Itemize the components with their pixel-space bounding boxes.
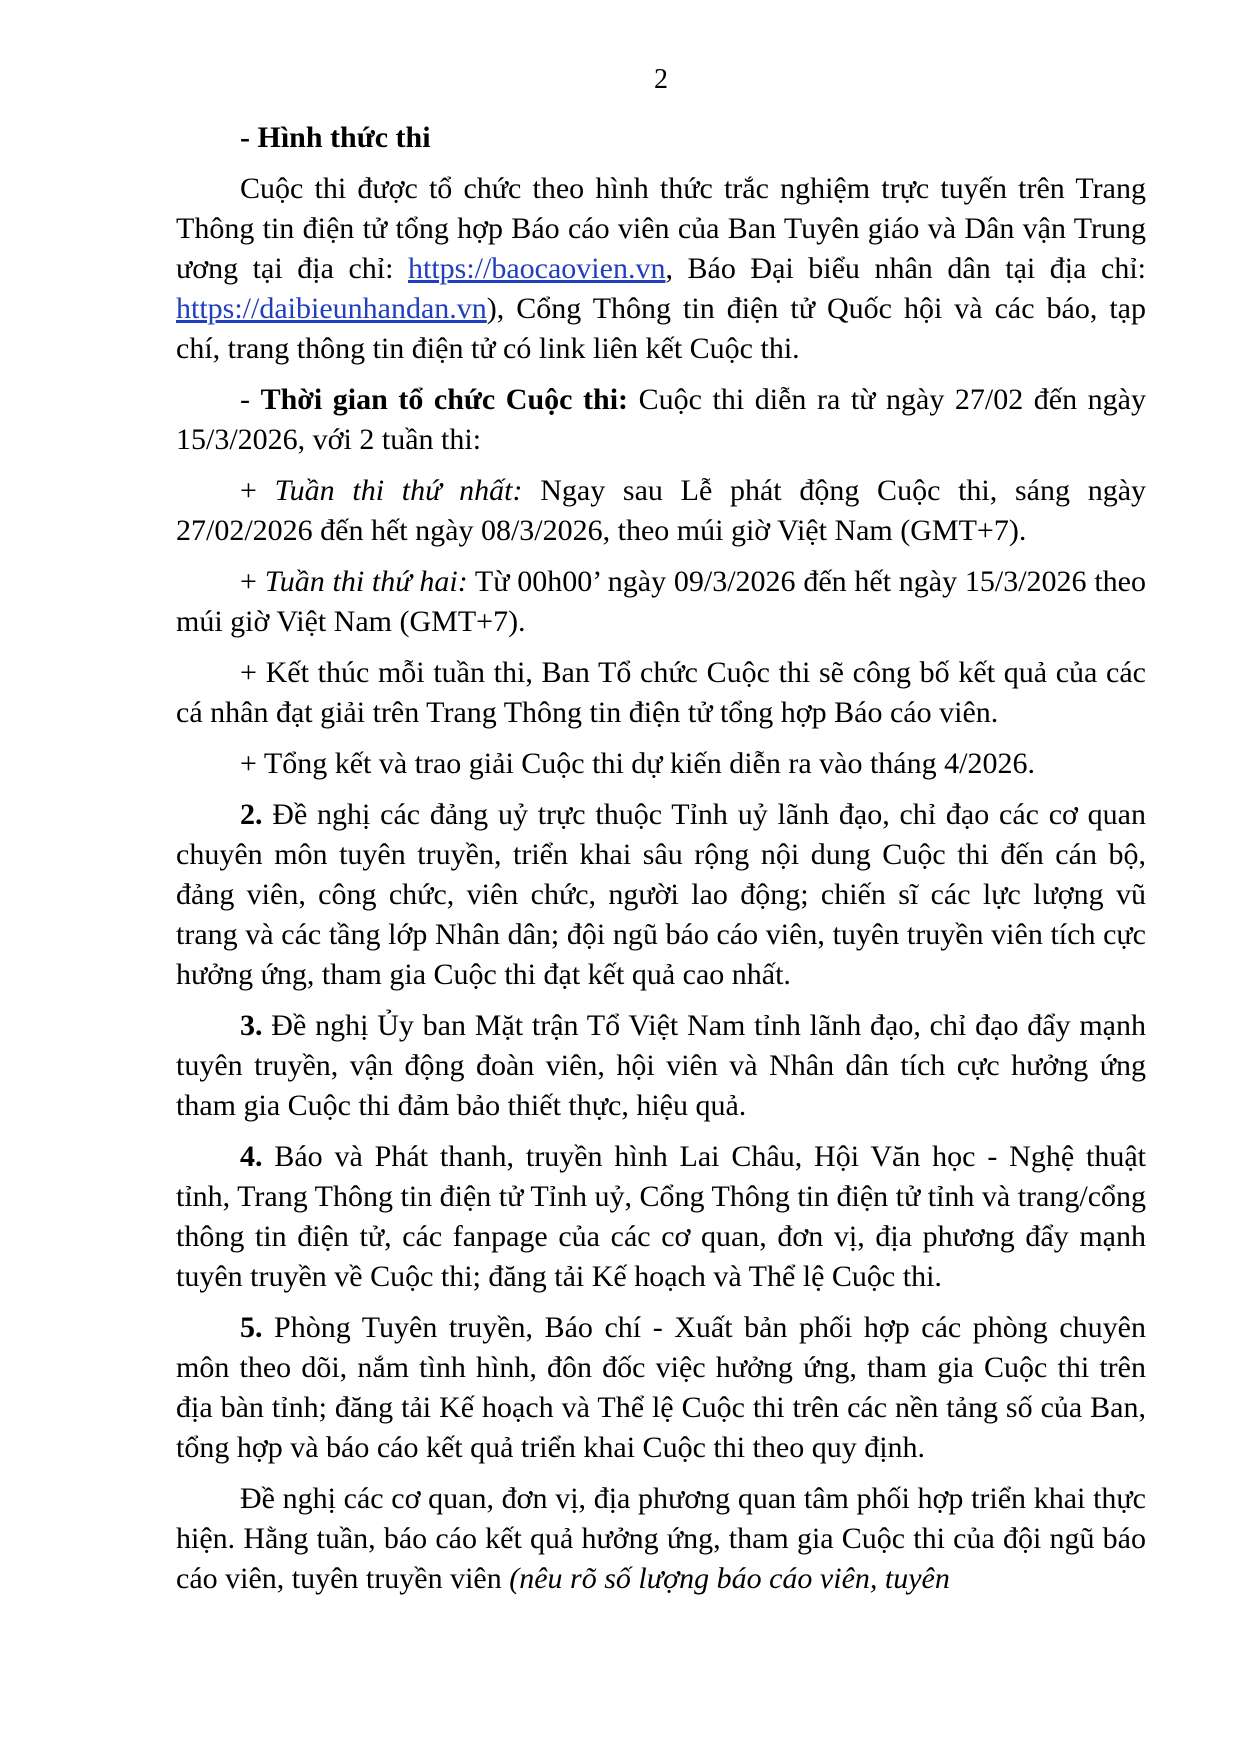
item-4-text: Báo và Phát thanh, truyền hình Lai Châu, Hội Văn học - Nghệ thuật tỉnh, Trang Thông tin điện tử Tỉnh uỷ, Cổng Thông tin điện tử tỉnh và trang/cổng thông tin điện tử, các fanpage của các cơ quan, đơn vị, địa phương đẩy mạnh tuyên truyền về Cuộc thi; đăng tải Kế hoạch và Thể lệ Cuộc thi. bbox=[176, 1140, 1147, 1293]
closing-text: Đề nghị các cơ quan, đơn vị, địa phương quan tâm phối hợp triển khai thực hiện. Hằng tuần, báo cáo kết quả hưởng ứng, tham gia Cuộc thi của đội ngũ báo cáo viên, tuyên truyền viên bbox=[176, 1482, 1146, 1595]
section-time-paragraph bbox=[176, 380, 1146, 460]
week2-label: Tuần thi thứ hai: bbox=[264, 565, 468, 598]
item-3-number: 3. bbox=[240, 1009, 263, 1042]
item-5-paragraph bbox=[176, 1308, 1146, 1468]
summary-paragraph: + Tổng kết và trao giải Cuộc thi dự kiến diễn ra vào tháng 4/2026. bbox=[240, 747, 1035, 780]
item-4-number: 4. bbox=[240, 1140, 263, 1173]
week1-label: Tuần thi thứ nhất: bbox=[274, 474, 523, 507]
week1-prefix: + bbox=[240, 474, 275, 507]
baocaovien-link[interactable]: https://baocaovien.vn bbox=[408, 252, 666, 285]
form-text-1: Cuộc thi được tổ chức theo hình thức trắc nghiệm trực tuyến trên Trang Thông tin điện tử tổng hợp Báo cáo viên của Ban Tuyên giáo và Dân vận Trung ương tại địa chỉ: bbox=[176, 172, 1146, 285]
item-3-paragraph bbox=[176, 1006, 1146, 1126]
section-time-text: Cuộc thi diễn ra từ ngày 27/02 đến ngày 15/3/2026, với 2 tuần thi: bbox=[176, 383, 1146, 456]
item-2-paragraph bbox=[176, 795, 1146, 995]
document-body bbox=[176, 118, 1146, 1610]
section-form-heading-text: - Hình thức thi bbox=[240, 121, 431, 154]
end-week-paragraph: + Kết thúc mỗi tuần thi, Ban Tổ chức Cuộc thi sẽ công bố kết quả của các cá nhân đạt giải trên Trang Thông tin điện tử tổng hợp Báo cáo viên. bbox=[176, 656, 1146, 729]
item-3-text: Đề nghị Ủy ban Mặt trận Tổ Việt Nam tỉnh lãnh đạo, chỉ đạo đẩy mạnh tuyên truyền, vận động đoàn viên, hội viên và Nhân dân tích cực hưởng ứng tham gia Cuộc thi đảm bảo thiết thực, hiệu quả. bbox=[176, 1009, 1146, 1122]
week1-text: Ngay sau Lễ phát động Cuộc thi, sáng ngày 27/02/2026 đến hết ngày 08/3/2026, theo múi giờ Việt Nam (GMT+7). bbox=[176, 474, 1147, 547]
item-5-number: 5. bbox=[240, 1311, 263, 1344]
item-5-text: Phòng Tuyên truyền, Báo chí - Xuất bản phối hợp các phòng chuyên môn theo dõi, nắm tình hình, đôn đốc việc hưởng ứng, tham gia Cuộc thi trên địa bàn tỉnh; đăng tải Kế hoạch và Thể lệ Cuộc thi trên các nền tảng số của Ban, tổng hợp và báo cáo kết quả triển khai Cuộc thi theo quy định. bbox=[176, 1311, 1146, 1464]
item-2-text: Đề nghị các đảng uỷ trực thuộc Tỉnh uỷ lãnh đạo, chỉ đạo các cơ quan chuyên môn tuyên truyền, triển khai sâu rộng nội dung Cuộc thi đến cán bộ, đảng viên, công chức, viên chức, người lao động; chiến sĩ các lực lượng vũ trang và các tầng lớp Nhân dân; đội ngũ báo cáo viên, tuyên truyền viên tích cực hưởng ứng, tham gia Cuộc thi đạt kết quả cao nhất. bbox=[176, 798, 1146, 991]
week2-text: Từ 00h00’ ngày 09/3/2026 đến hết ngày 15/3/2026 theo múi giờ Việt Nam (GMT+7). bbox=[176, 565, 1146, 638]
item-4-paragraph bbox=[176, 1137, 1146, 1297]
item-2-number: 2. bbox=[240, 798, 263, 831]
week1-paragraph bbox=[176, 471, 1146, 551]
section-time-prefix: - bbox=[240, 383, 261, 416]
daibieunhandan-link[interactable]: https://daibieunhandan.vn bbox=[176, 292, 487, 325]
page-number: 2 bbox=[654, 64, 668, 95]
week2-prefix: + bbox=[240, 565, 265, 598]
closing-paragraph bbox=[176, 1479, 1146, 1599]
section-form-heading bbox=[176, 118, 1146, 158]
week2-paragraph bbox=[176, 562, 1146, 642]
closing-italic: (nêu rõ số lượng báo cáo viên, tuyên bbox=[509, 1562, 950, 1595]
section-form-paragraph bbox=[176, 169, 1146, 369]
section-time-label: Thời gian tổ chức Cuộc thi: bbox=[260, 383, 629, 416]
form-text-3: ), Cổng Thông tin điện tử Quốc hội và các báo, tạp chí, trang thông tin điện tử có link liên kết Cuộc thi. bbox=[176, 292, 1146, 365]
form-text-2: , Báo Đại biểu nhân dân tại địa chỉ: bbox=[665, 252, 1146, 285]
